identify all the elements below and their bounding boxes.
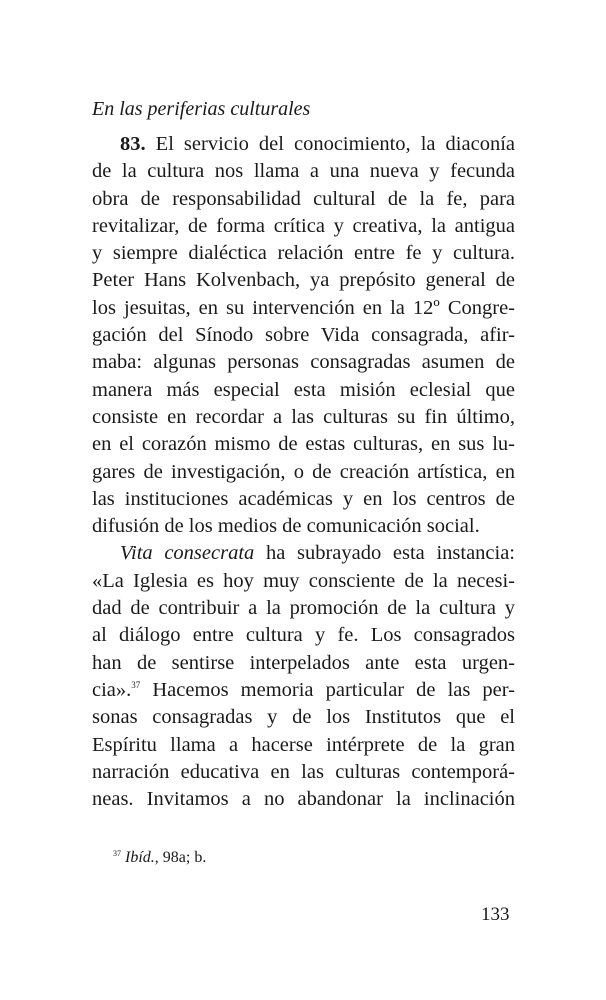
text-line <box>92 131 515 158</box>
paragraph-vita-consecrata <box>92 540 515 813</box>
text-line <box>92 677 515 704</box>
page-number: 133 <box>481 904 510 925</box>
text-line: revitalizar, de forma crítica y creativa, la antigua <box>92 214 515 237</box>
text-line: en el corazón mismo de estas culturas, en sus lu- <box>92 433 515 456</box>
text-line-rest: El servicio del conocimiento, la diaconía <box>155 133 515 155</box>
paragraph-number: 83. <box>120 133 146 155</box>
text-line: gación del Sínodo sobre Vida consagrada, afir- <box>92 324 515 347</box>
footnote-text: , 98a; b. <box>154 849 207 866</box>
text-line: sonas consagradas y de los Institutos que el <box>92 706 515 729</box>
text-line: al diálogo entre cultura y fe. Los consagrados <box>92 624 515 647</box>
text-line: obra de responsabilidad cultural de la fe, para <box>92 187 515 210</box>
text-line: consiste en recordar a las culturas su fin último, <box>92 405 515 428</box>
text-line: de la cultura nos llama a una nueva y fecunda <box>92 160 515 183</box>
text-line: los jesuitas, en su intervención en la 12º Congre- <box>92 296 515 319</box>
section-title: En las periferias culturales <box>92 98 311 120</box>
text-line: neas. Invitamos a no abandonar la inclinación <box>92 788 515 811</box>
footnote-marker: 37 <box>113 848 121 858</box>
text-line: las instituciones académicas y en los centros de <box>92 487 515 510</box>
text-line: maba: algunas personas consagradas asumen de <box>92 351 515 374</box>
text-line-rest: Hacemos memoria particular de las per- <box>152 678 515 701</box>
text-line-rest: ha subrayado esta instancia: <box>265 542 515 565</box>
text-line <box>92 540 515 567</box>
page-body <box>92 96 515 813</box>
text-line: Peter Hans Kolvenbach, ya prepósito general de <box>92 269 515 292</box>
paragraph-83 <box>92 131 515 540</box>
text-line: «La Iglesia es hoy muy consciente de la necesi- <box>92 569 515 592</box>
text-line: narración educativa en las culturas contemporá- <box>92 760 515 783</box>
footnote <box>113 848 206 868</box>
text-line: y siempre dialéctica relación entre fe y cultura. <box>92 242 515 265</box>
text-line: han de sentirse interpelados ante esta urgen- <box>92 651 515 674</box>
italic-title: Vita consecrata <box>120 542 255 565</box>
text-line-start: cia». <box>92 678 132 701</box>
text-line: Espíritu llama a hacerse intérprete de la gran <box>92 733 515 756</box>
footnote-italic: Ibíd. <box>125 849 155 866</box>
text-line: difusión de los medios de comunicación social. <box>92 515 480 538</box>
text-line: manera más especial esta misión eclesial que <box>92 378 515 401</box>
text-line: gares de investigación, o de creación artística, en <box>92 460 515 483</box>
footnote-reference: 37 <box>131 680 141 691</box>
text-line: dad de contribuir a la promoción de la cultura y <box>92 597 515 620</box>
